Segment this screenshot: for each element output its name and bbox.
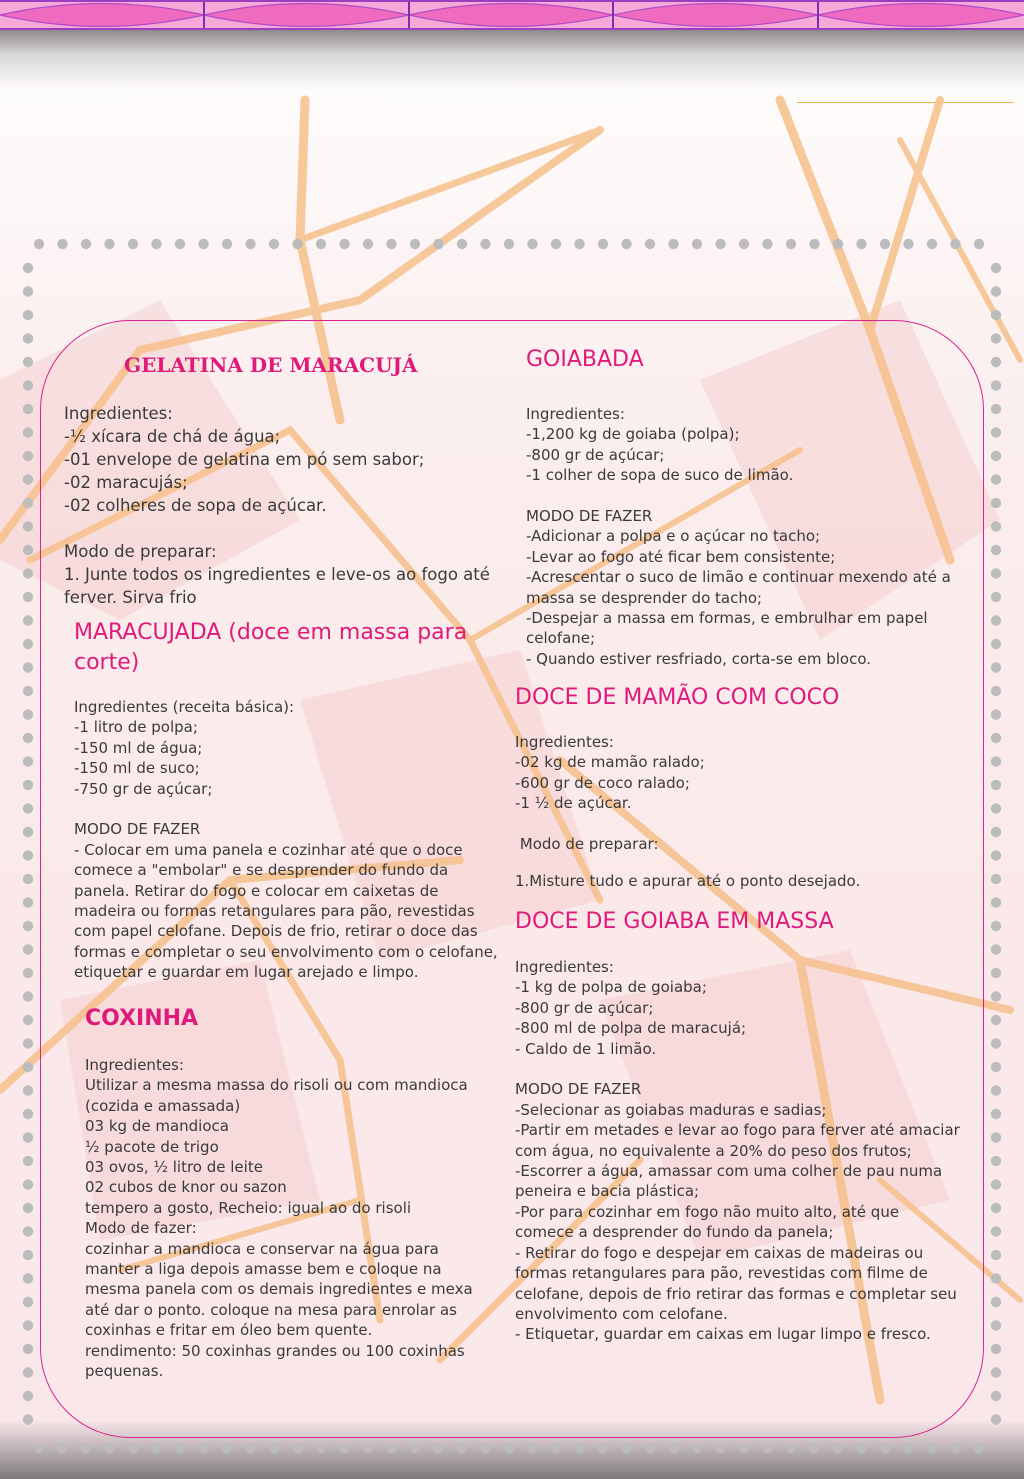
ingredient-line: -800 ml de polpa de maracujá; — [515, 1019, 747, 1038]
ingredients-label: Ingredientes: — [515, 733, 614, 751]
ingredient-line: -750 gr de açúcar; — [74, 779, 213, 798]
method-label: MODO DE FAZER — [526, 507, 653, 526]
method-text: 1. Junte todos os ingredientes e leve-os ao fogo até ferver. Sirva frio — [64, 565, 496, 607]
ingredient-line: -02 kg de mamão ralado; — [515, 753, 705, 772]
ingredient-line: 03 ovos, ½ litro de leite — [85, 1158, 263, 1177]
ingredient-line: ½ pacote de trigo — [85, 1137, 219, 1156]
ingredient-line: -150 ml de suco; — [74, 759, 200, 778]
method-step: -Partir em metades e levar ao fogo para ferver até amaciar com água, no equivalente a 20% do peso dos frutos; — [515, 1121, 965, 1160]
ingredients-label: Ingredientes: — [85, 1056, 184, 1074]
ingredient-line: -1 ½ de açúcar. — [515, 794, 632, 813]
ingredients-label: Ingredientes: — [526, 405, 625, 423]
method-text: - Colocar em uma panela e cozinhar até que o doce comece a "embolar" e se desprender do fundo da panela. Retirar do fogo e colocar em caixetas de madeira ou formas retangulares para pão, revestidas com papel celofane. Depois de frio, retirar o doce das formas e completar o seu envolvimento com o celofane, etiquetar e guardar em lugar arejado e limpo. — [74, 840, 503, 982]
recipe-body-doce-goiaba — [515, 957, 965, 1345]
recipe-title-gelatina: GELATINA DE MARACUJÁ — [124, 353, 418, 377]
method-label: Modo de preparar: — [64, 542, 217, 561]
ingredient-line: 03 kg de mandioca — [85, 1117, 229, 1136]
method-step: -Por para cozinhar em fogo não muito alto, até que comece a desprender do fundo da panela; — [515, 1202, 904, 1242]
recipe-body-maracujada — [74, 697, 504, 983]
recipe-title-doce-goiaba: DOCE DE GOIABA EM MASSA — [515, 909, 834, 934]
method-step: -Adicionar a polpa e o açúcar no tacho; — [526, 527, 821, 546]
ingredient-line: -1 kg de polpa de goiaba; — [515, 978, 707, 997]
method-step: -Despejar a massa em formas, e embrulhar em papel celofane; — [526, 609, 933, 648]
method-label: MODO DE FAZER — [515, 1080, 642, 1099]
method-step: - Etiquetar, guardar em caixas em lugar limpo e fresco. — [515, 1325, 931, 1344]
ingredient-line: -1 colher de sopa de suco de limão. — [526, 466, 794, 485]
method-step: -Selecionar as goiabas maduras e sadias; — [515, 1100, 827, 1119]
method-label: Modo de preparar: — [515, 835, 659, 854]
recipe-body-goiabada — [526, 404, 966, 669]
ingredient-line: -800 gr de açúcar; — [526, 445, 665, 464]
method-label: Modo de fazer: — [85, 1219, 197, 1238]
ingredients-label: Ingredientes: — [515, 958, 614, 976]
ingredient-line: -600 gr de coco ralado; — [515, 773, 690, 792]
ingredient-line: -02 maracujás; — [64, 473, 188, 492]
ingredient-line: -150 ml de água; — [74, 738, 203, 757]
recipe-title-doce-mamao: DOCE DE MAMÃO COM COCO — [515, 685, 840, 710]
ingredients-label: Ingredientes: — [64, 404, 173, 423]
ingredient-line: -02 colheres de sopa de açúcar. — [64, 496, 327, 515]
ingredient-line: -½ xícara de chá de água; — [64, 427, 281, 446]
yield-text: rendimento: 50 coxinhas grandes ou 100 coxinhas pequenas. — [85, 1341, 470, 1381]
ingredients-label: Ingredientes (receita básica): — [74, 698, 295, 716]
recipe-body-gelatina — [64, 402, 504, 609]
method-step: -Levar ao fogo até ficar bem consistente; — [526, 547, 836, 566]
ingredient-line: 02 cubos de knor ou sazon — [85, 1178, 287, 1197]
recipe-title-coxinha: COXINHA — [85, 1006, 199, 1031]
method-step: - Retirar do fogo e despejar em caixas de madeiras ou formas retangulares para pão, revestidas com filme de celofane, depois de frio retirar das formas e completar seu envolvimento com celofane. — [515, 1243, 962, 1323]
ingredient-line: -1,200 kg de goiaba (polpa); — [526, 425, 740, 444]
method-step: -Acrescentar o suco de limão e continuar mexendo até a massa se desprender do tacho; — [526, 568, 956, 607]
recipe-title-maracujada: MARACUJADA (doce em massa para corte) — [74, 620, 475, 675]
ingredients-text: Utilizar a mesma massa do risoli ou com mandioca (cozida e amassada) — [85, 1076, 473, 1115]
ingredient-line: - Caldo de 1 limão. — [515, 1039, 657, 1058]
ingredient-line: -800 gr de açúcar; — [515, 998, 654, 1017]
recipe-body-coxinha — [85, 1055, 485, 1382]
ingredient-line: -1 litro de polpa; — [74, 718, 198, 737]
method-label: MODO DE FAZER — [74, 820, 201, 839]
method-step: - Quando estiver resfriado, corta-se em bloco. — [526, 649, 872, 668]
method-step: -Escorrer a água, amassar com uma colher de pau numa peneira e bacia plástica; — [515, 1162, 947, 1201]
method-text: cozinhar a mandioca e conservar na água para manter a liga depois amasse bem e coloque na mesma panela com os demais ingredientes e mexa até dar o ponto. coloque na mesa para enrolar as coxinhas e fritar em óleo bem quente. — [85, 1239, 478, 1340]
recipe-body-doce-mamao — [515, 732, 955, 854]
ingredient-line: tempero a gosto, Recheio: igual ao do risoli — [85, 1198, 412, 1217]
method-text-doce-mamao: 1.Misture tudo e apurar até o ponto desejado. — [515, 872, 861, 890]
recipe-title-goiabada: GOIABADA — [526, 347, 644, 372]
ingredient-line: -01 envelope de gelatina em pó sem sabor; — [64, 450, 425, 469]
